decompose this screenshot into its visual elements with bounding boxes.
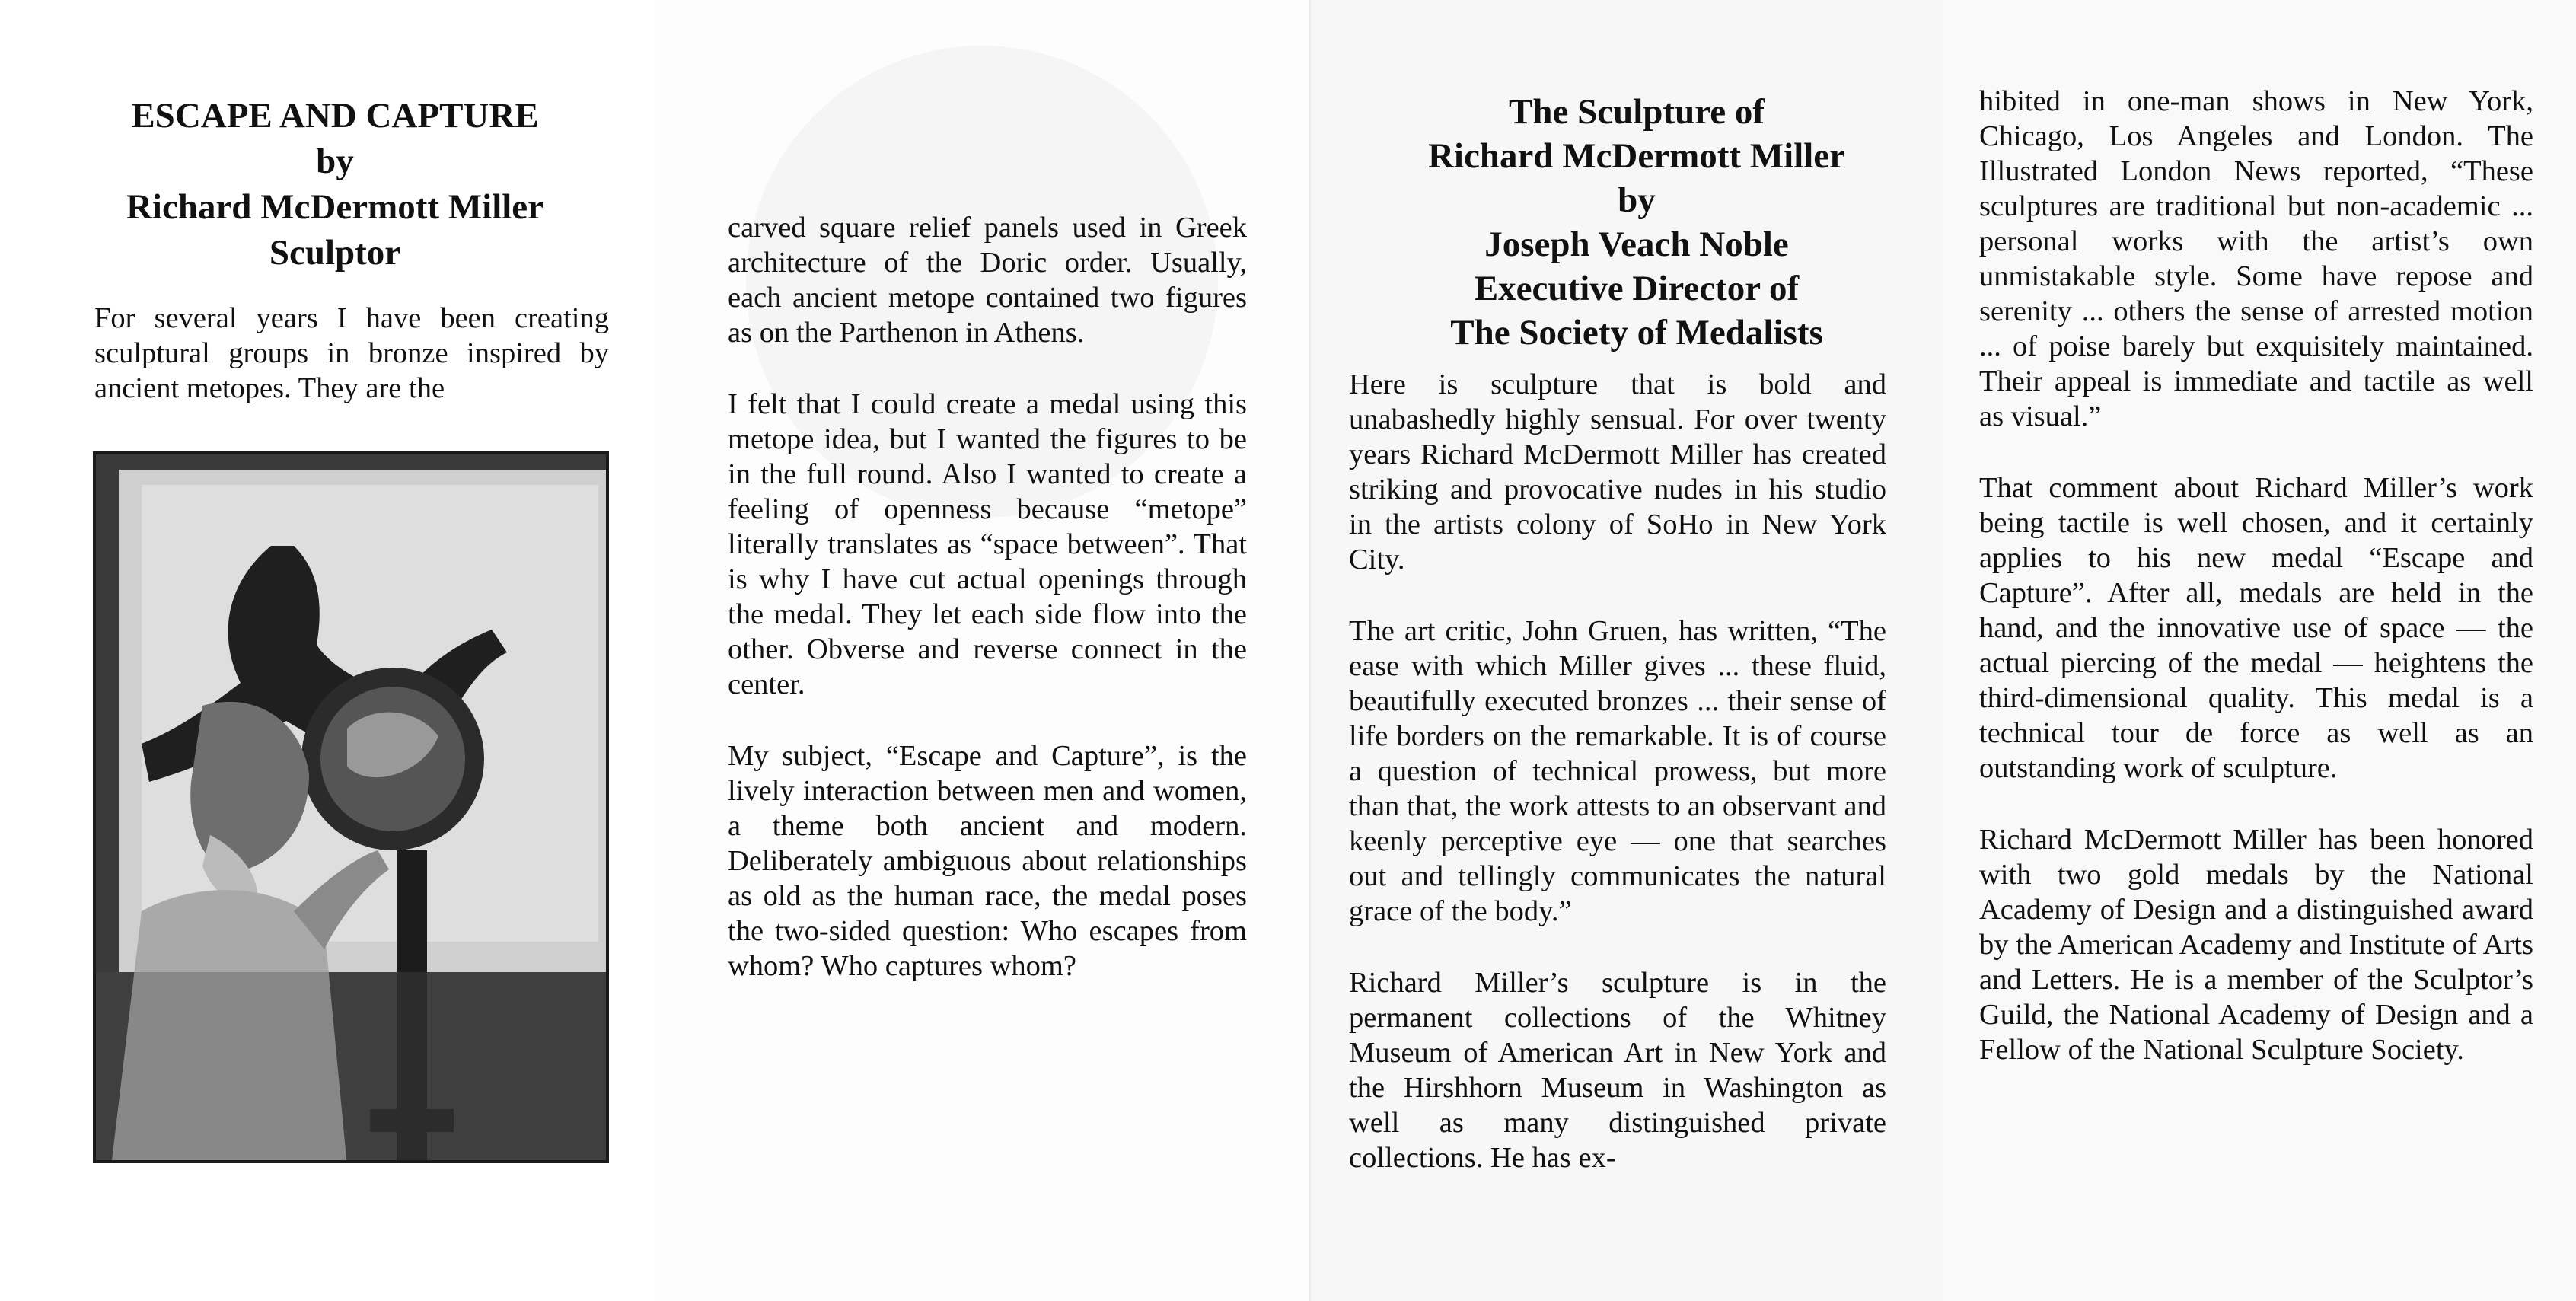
brochure-panel-2 xyxy=(655,0,1309,1301)
sculptor-photo xyxy=(93,451,609,1163)
paragraph: hibited in one-man shows in New York, Chicago, Los Angeles and London. The Illustrated London News reported, “These sculptures are traditional but non-academic ... personal works with the artist’s own unmistakable style. Some have repose and serenity ... others the sense of arrested motion ... of poise barely but exquisitely maintained. Their appeal is immediate and tactile as well as visual.” xyxy=(1979,85,2533,432)
brochure-panel-4 xyxy=(1943,0,2576,1301)
title-line: Joseph Veach Noble xyxy=(1484,225,1789,264)
body-column xyxy=(1979,84,2533,1104)
paragraph: I felt that I could create a medal using this metope idea, but I wanted the figures to be in the full round. Also I wanted to create a feeling of openness because “metope” literally translates as “space between”. That is why I have cut actual openings through the medal. They let each side flow into the other. Obverse and reverse connect in the center. xyxy=(728,388,1247,700)
title-line: The Society of Medalists xyxy=(1450,313,1823,352)
brochure-panel-1 xyxy=(0,0,655,1301)
brochure-panel-3 xyxy=(1309,0,1943,1301)
sculptor-at-work-image xyxy=(96,454,609,1163)
body-column xyxy=(728,210,1247,1020)
body-column xyxy=(1349,367,1886,1212)
title-line: by xyxy=(1618,180,1656,220)
title-line: Executive Director of xyxy=(1474,269,1800,308)
paragraph: Richard McDermott Miller has been honored with two gold medals by the National Academy of Design and a distinguished award by the American Academy and Institute of Arts and Letters. He is a member of the Sculptor’s Guild, the National Academy of Design and a Fellow of the National Sculpture Society. xyxy=(1979,824,2533,1066)
title-line: The Sculpture of xyxy=(1509,92,1765,132)
paragraph: The art critic, John Gruen, has written, “The ease with which Miller gives ... these fluid, beautifully executed bronzes ... their sense of life borders on the remarkable. It is of course a question of technical prowess, but more than that, the work attests to an observant and keenly perceptive eye — one that searches out and tellingly communicates the natural grace of the body.” xyxy=(1349,615,1886,927)
paragraph: That comment about Richard Miller’s work being tactile is well chosen, and it certainly applies to his new medal “Escape and Capture”. After all, medals are held in the hand, and the innovative use of space — the actual piercing of the medal — heightens the third-dimensional quality. This medal is a technical tour de force as well as an outstanding work of sculpture. xyxy=(1979,472,2533,784)
title-line: Richard McDermott Miller xyxy=(1427,136,1846,176)
paragraph: For several years I have been creating sculptural groups in bronze inspired by ancient metopes. They are the xyxy=(94,302,609,404)
page-fold-line xyxy=(1309,0,1311,1301)
paragraph: Here is sculpture that is bold and unabashedly highly sensual. For over twenty years Richard McDermott Miller has created striking and provocative nudes in his studio in the artists colony of SoHo in New York City. xyxy=(1349,368,1886,576)
title-line: by xyxy=(316,142,354,181)
title-line: Richard McDermott Miller xyxy=(126,187,544,227)
article-title xyxy=(1355,90,1918,355)
paragraph: carved square relief panels used in Greek architecture of the Doric order. Usually, each ancient metope contained two figures as on the Parthenon in Athens. xyxy=(728,212,1247,349)
paragraph: Richard Miller’s sculpture is in the permanent collections of the Whitney Museum of American Art in New York and the Hirshhorn Museum in Washington as well as many distinguished private collections. He has ex- xyxy=(1349,967,1886,1174)
article-title xyxy=(91,93,579,276)
title-line: Sculptor xyxy=(269,233,401,273)
title-line: ESCAPE AND CAPTURE xyxy=(131,96,539,136)
body-column xyxy=(94,301,609,442)
paragraph: My subject, “Escape and Capture”, is the lively interaction between men and women, a theme both ancient and modern. Deliberately ambiguous about relationships as old as the human race, the medal poses the two-sided question: Who escapes from whom? Who captures whom? xyxy=(728,740,1247,982)
